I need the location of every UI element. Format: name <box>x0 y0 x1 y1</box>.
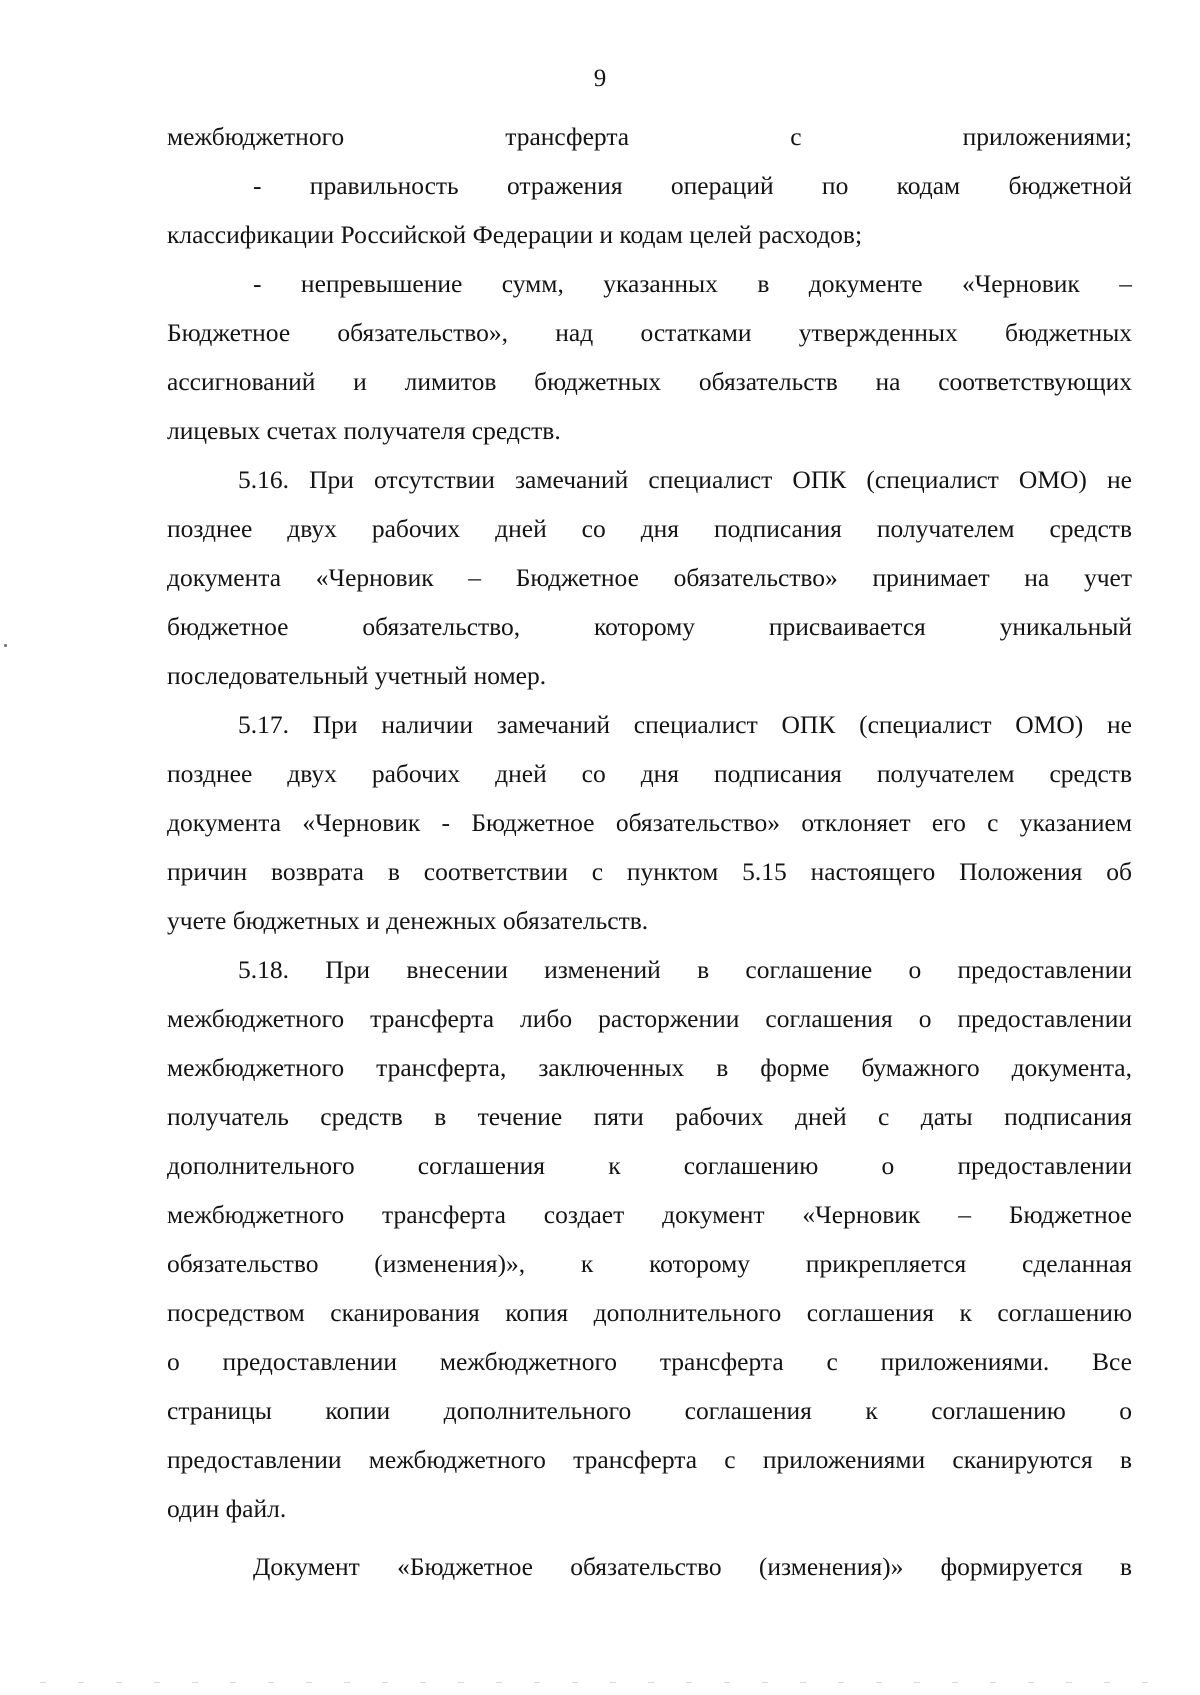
text-line: бюджетное обязательство, которому присваивается уникальный <box>167 612 1132 641</box>
text-line: межбюджетного трансферта создает документ «Черновик – Бюджетное <box>167 1200 1132 1229</box>
scan-speck <box>4 644 7 647</box>
text-line: 5.16. При отсутствии замечаний специалист ОПК (специалист ОМО) не <box>238 465 1132 494</box>
text-line: лицевых счетах получателя средств. <box>167 416 561 445</box>
text-line: - правильность отражения операций по кодам бюджетной <box>253 171 1132 200</box>
text-line: ассигнований и лимитов бюджетных обязательств на соответствующих <box>167 367 1132 396</box>
text-line: причин возврата в соответствии с пунктом 5.15 настоящего Положения об <box>167 857 1132 886</box>
text-line: позднее двух рабочих дней со дня подписания получателем средств <box>167 759 1132 788</box>
text-line: межбюджетного трансферта либо расторжении соглашения о предоставлении <box>167 1004 1132 1033</box>
text-line: один файл. <box>167 1494 287 1523</box>
text-line: дополнительного соглашения к соглашению о предоставлении <box>167 1151 1132 1180</box>
text-line: 5.17. При наличии замечаний специалист ОПК (специалист ОМО) не <box>238 710 1132 739</box>
text-line: посредством сканирования копия дополнительного соглашения к соглашению <box>167 1298 1132 1327</box>
text-line: 5.18. При внесении изменений в соглашение о предоставлении <box>238 955 1132 984</box>
text-line: страницы копии дополнительного соглашения к соглашению о <box>167 1396 1132 1425</box>
document-body <box>167 112 1132 1591</box>
text-line: последовательный учетный номер. <box>167 661 547 690</box>
text-line: позднее двух рабочих дней со дня подписания получателем средств <box>167 514 1132 543</box>
scan-edge-artifact <box>40 1682 1170 1683</box>
text-line: классификации Российской Федерации и кодам целей расходов; <box>167 220 863 249</box>
text-line: межбюджетного трансферта, заключенных в форме бумажного документа, <box>167 1053 1132 1082</box>
text-line: предоставлении межбюджетного трансферта с приложениями сканируются в <box>167 1445 1132 1474</box>
text-line: обязательство (изменения)», к которому прикрепляется сделанная <box>167 1249 1132 1278</box>
text-line: учете бюджетных и денежных обязательств. <box>167 906 649 935</box>
text-line: межбюджетного трансферта с приложениями; <box>167 122 1132 151</box>
text-line: получатель средств в течение пяти рабочих дней с даты подписания <box>167 1102 1132 1131</box>
text-line: Бюджетное обязательство», над остатками утвержденных бюджетных <box>167 318 1132 347</box>
page-number: 9 <box>593 65 607 92</box>
text-line: - непревышение сумм, указанных в документе «Черновик – <box>253 269 1132 298</box>
text-line: Документ «Бюджетное обязательство (изменения)» формируется в <box>253 1552 1132 1581</box>
text-line: документа «Черновик - Бюджетное обязательство» отклоняет его с указанием <box>167 808 1132 837</box>
text-line: документа «Черновик – Бюджетное обязательство» принимает на учет <box>167 563 1132 592</box>
text-line: о предоставлении межбюджетного трансферта с приложениями. Все <box>167 1347 1132 1376</box>
